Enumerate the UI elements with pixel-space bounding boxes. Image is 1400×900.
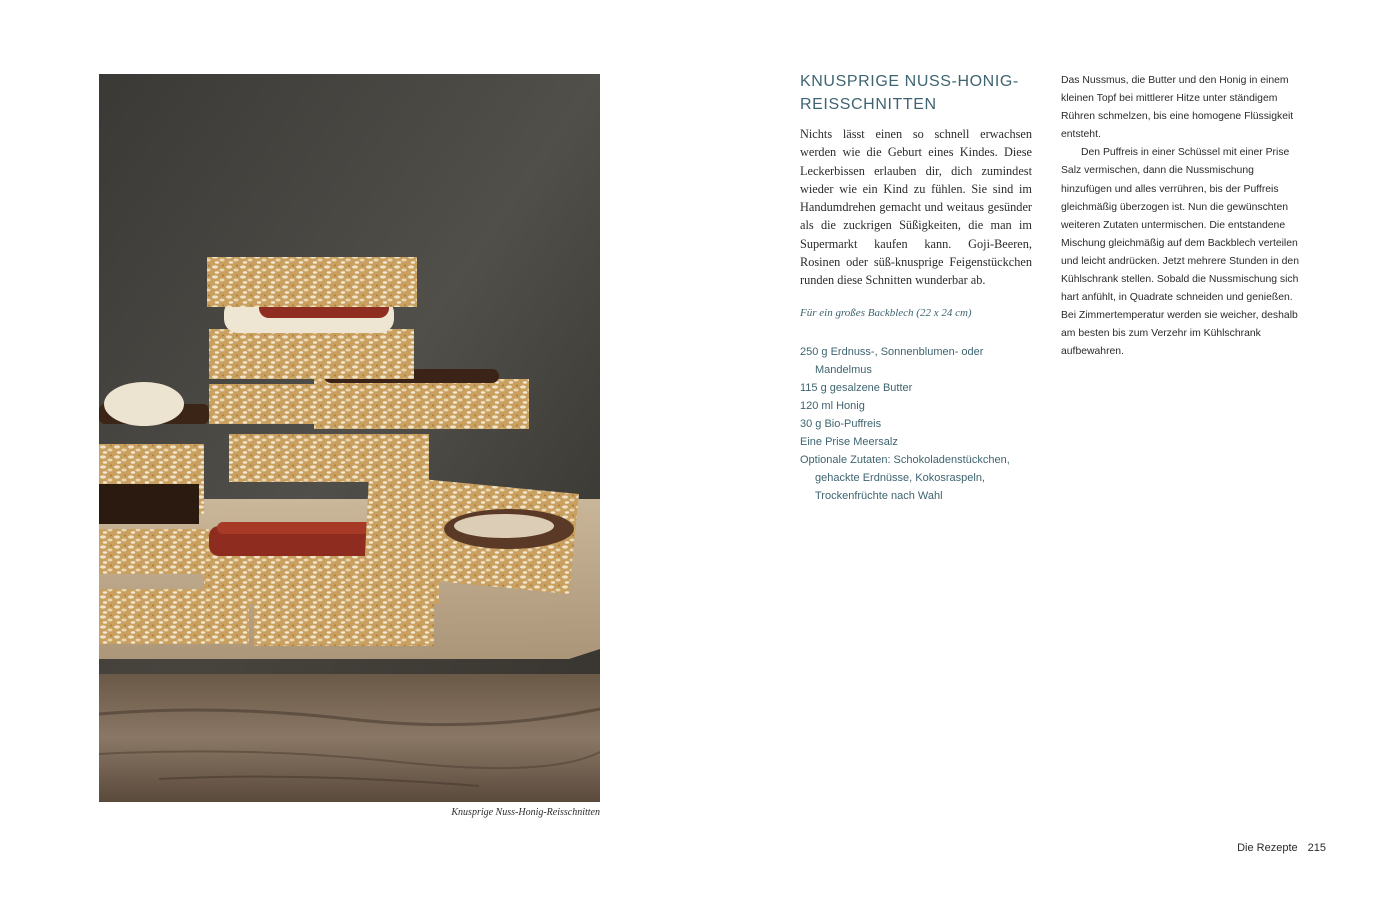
recipe-method bbox=[1061, 72, 1304, 362]
ingredient-item: 250 g Erdnuss-, Sonnenblumen- oder Mandelmus bbox=[800, 346, 984, 376]
recipe-intro: Nichts lässt einen so schnell erwachsen werden wie die Geburt eines Kindes. Diese Leckerbissen erlauben dir, dich zumindest wieder wie ein Kind zu fühlen. Sie sind im Handumdrehen gemacht und weitaus gesünder als die zuckrigen Süßigkeiten, die man im Supermarkt kaufen kann. Goji-Beeren, Rosinen oder süß-knusprige Feigenstückchen runden diese Schnitten wunderbar ab. bbox=[800, 127, 1032, 288]
photo-caption: Knusprige Nuss-Honig-Reisschnitten bbox=[451, 807, 600, 818]
ingredient-item: Optionale Zutaten: Schokoladenstückchen, gehackte Erdnüsse, Kokosraspeln, Trockenfrüchte nach Wahl bbox=[800, 454, 1010, 502]
recipe-yield: Für ein großes Backblech (22 x 24 cm) bbox=[800, 307, 972, 319]
ingredient-item: 120 ml Honig bbox=[800, 400, 865, 412]
ingredient-list bbox=[800, 343, 1040, 505]
page-footer bbox=[1237, 842, 1326, 854]
section-name: Die Rezepte bbox=[1237, 842, 1298, 854]
recipe-title: KNUSPRIGE NUSS-HONIG-REISSCHNITTEN bbox=[800, 73, 1019, 113]
rice-bars-photo-image bbox=[99, 74, 600, 802]
ingredient-item: Eine Prise Meersalz bbox=[800, 436, 898, 448]
method-paragraph: Das Nussmus, die Butter und den Honig in einem kleinen Topf bei mittlerer Hitze unter ständigem Rühren schmelzen, bis eine homogene Flüssigkeit entsteht. bbox=[1061, 75, 1294, 141]
recipe-photo bbox=[99, 74, 600, 802]
method-paragraph: Den Puffreis in einer Schüssel mit einer Prise Salz vermischen, dann die Nussmischung hinzufügen und alles verrühren, bis der Puffreis gleichmäßig überzogen ist. Nun die gewünschten weiteren Zutaten untermischen. Die entstandene Mischung gleichmäßig auf dem Backblech verteilen und leicht andrücken. Jetzt mehrere Stunden in den Kühlschrank stellen. Sobald die Nussmischung sich hart anfühlt, in Quadrate schneiden und genießen. Bei Zimmertemperatur werden sie weicher, deshalb am besten bis zum Verzehr im Kühlschrank aufbewahren. bbox=[1061, 147, 1299, 358]
page-number: 215 bbox=[1307, 842, 1326, 854]
ingredient-item: 30 g Bio-Puffreis bbox=[800, 418, 882, 430]
ingredient-item: 115 g gesalzene Butter bbox=[800, 382, 913, 394]
